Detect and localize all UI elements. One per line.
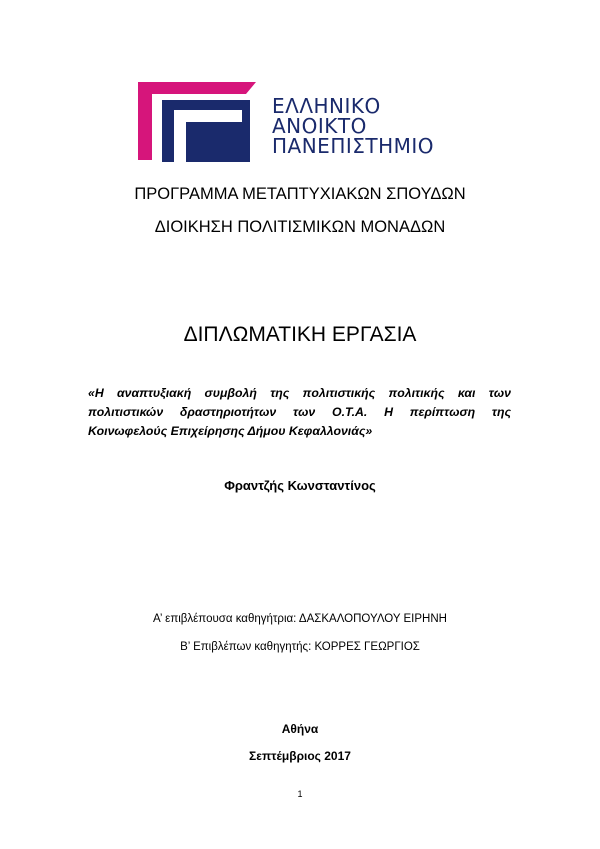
author-name: Φραντζής Κωνσταντίνος — [224, 478, 376, 493]
thesis-title: «Η αναπτυξιακή συμβολή της πολιτιστικής πολιτικής και των πολιτιστικών δραστηριοτήτων των Ο.Τ.Α. Η περίπτωση της Κοινωφελούς Επιχείρησης Δήμου Κεφαλλονιάς» — [88, 386, 511, 438]
first-supervisor: Α’ επιβλέπουσα καθηγήτρια: ΔΑΣΚΑΛΟΠΟΥΛΟΥ ΕΙΡΗΝΗ — [153, 613, 447, 625]
program-line-2: ΔΙΟΙΚΗΣΗ ΠΟΛΙΤΙΣΜΙΚΩΝ ΜΟΝΑΔΩΝ — [154, 218, 446, 236]
page-number: 1 — [297, 789, 303, 799]
program-line-1: ΠΡΟΓΡΑΜΜΑ ΜΕΤΑΠΤΥΧΙΑΚΩΝ ΣΠΟΥΔΩΝ — [134, 185, 466, 203]
second-supervisor: Β’ Επιβλέπων καθηγητής: ΚΟΡΡΕΣ ΓΕΩΡΓΙΟΣ — [180, 641, 420, 653]
date: Σεπτέμβριος 2017 — [249, 749, 351, 763]
logo-wordmark — [272, 96, 434, 156]
logo-line-2: ΑΝΟΙΚΤΟ — [272, 114, 367, 138]
logo-line-1: ΕΛΛΗΝΙΚΟ — [272, 94, 381, 118]
thesis-heading: ΔΙΠΛΩΜΑΤΙΚΗ ΕΡΓΑΣΙΑ — [183, 323, 417, 346]
logo-mark-icon — [138, 82, 268, 162]
university-logo — [138, 82, 478, 162]
logo-line-3: ΠΑΝΕΠΙΣΤΗΜΙΟ — [272, 134, 435, 158]
city: Αθήνα — [281, 722, 319, 736]
